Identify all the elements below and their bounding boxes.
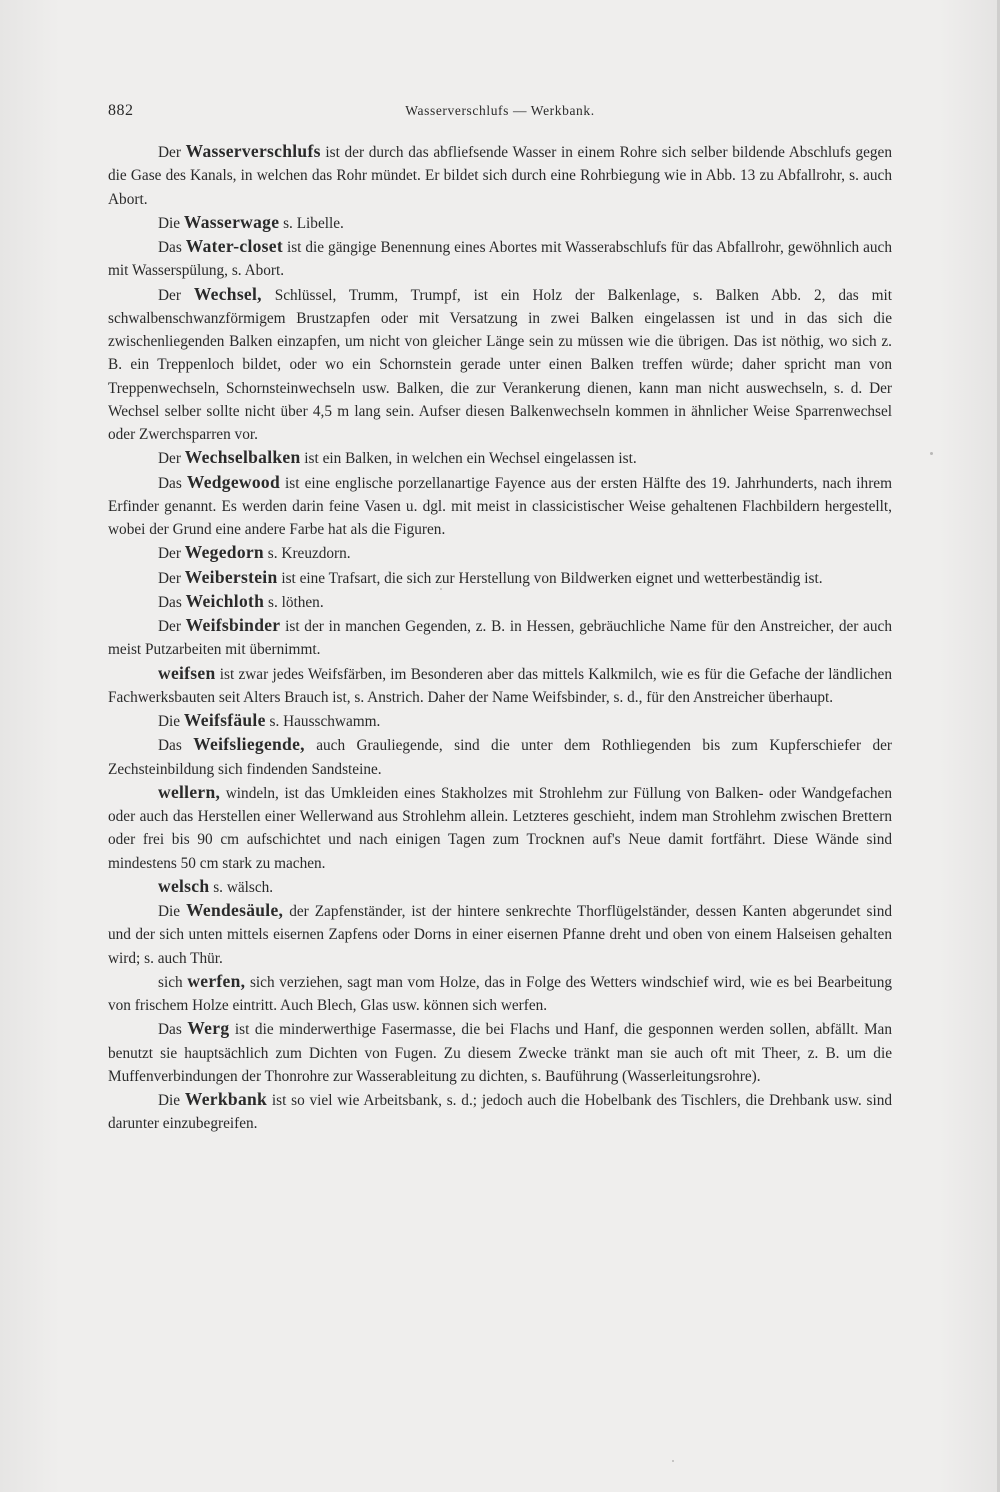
entry-definition: ist eine Trafsart, die sich zur Herstellung von Bildwerken eignet und wetterbeständig ist. (277, 569, 823, 587)
entry-headword: Wechsel, (193, 283, 262, 304)
dictionary-entry (108, 614, 892, 662)
entry-article: Der (158, 545, 185, 563)
page-number: 882 (108, 102, 134, 119)
dictionary-entry (108, 781, 892, 875)
entry-definition: sich verziehen, sagt man vom Holze, das in Folge des Wetters windschief wird, wie es bei Bearbeitung von frischem Holze eintritt. Auch Blech, Glas usw. können sich werfen. (108, 973, 892, 1014)
entry-headword: Weifsbinder (185, 615, 281, 635)
entry-definition: s. Libelle. (279, 214, 344, 232)
entry-article: Der (158, 286, 194, 304)
entry-headword: Wedgewood (186, 471, 280, 492)
entry-headword: wellern, (158, 781, 221, 802)
entry-definition: auch Grauliegende, sind die unter dem Rothliegenden bis zum Kupferschiefer der Zechsteinbildung sich findenden Sandsteine. (108, 737, 892, 778)
entry-headword: Wasserwage (183, 211, 280, 232)
entry-headword: Weiberstein (184, 566, 278, 587)
scan-speck (672, 1460, 674, 1462)
entry-headword: Wechselbalken (184, 447, 301, 468)
entry-headword: welsch (158, 875, 210, 896)
entry-definition: s. Hausschwamm. (265, 713, 381, 730)
entry-definition: ist die minderwerthige Fasermasse, die bei Flachs und Hanf, die gesponnen werden sollen, abfällt. Man benutzt sie hauptsächlich zum Dichten von Fugen. Zu diesem Zwecke tränkt man sie auch oft mit Theer, z. B. um die Muffenverbindungen der Thonrohre zur Wasserableitung zu dichten, s. Bauführung (Wasserleitungsrohre). (108, 1021, 892, 1085)
dictionary-entry (108, 899, 892, 970)
dictionary-entry (108, 1017, 892, 1088)
entry-article: sich (158, 973, 188, 991)
dictionary-entry (108, 970, 892, 1018)
entry-article: Das (158, 1021, 188, 1039)
entry-headword: Werkbank (184, 1089, 268, 1109)
entry-definition: ist der in manchen Gegenden, z. B. in Hessen, gebräuchliche Name für den Anstreicher, der auch meist Putzarbeiten mit übernimmt. (108, 618, 892, 659)
dictionary-entry (108, 235, 892, 283)
dictionary-entry (108, 566, 892, 590)
dictionary-entry (108, 662, 892, 710)
dictionary-entry (108, 1088, 892, 1136)
entry-headword: weifsen (158, 662, 216, 683)
entry-definition: ist der durch das abfliefsende Wasser in einem Rohre sich selber bildende Abschlufs gegen die Gase des Kanals, in welchen das Rohr mündet. Er bildet sich durch eine Rohrbiegung wie in Abb. 13 zu Abfallrohr, s. auch Abort. (108, 144, 892, 208)
entry-definition: s. wälsch. (209, 878, 274, 896)
entry-definition: der Zapfenständer, ist der hintere senkrechte Thorflügelständer, dessen Kanten abgerundet sind und der sich unten mittels eisernen Zapfens oder Dorns in einer eisernen Pfanne dreht und oben von einem Halseisen gehalten wird; s. auch Thür. (108, 903, 892, 967)
dictionary-entry (108, 709, 892, 733)
dictionary-entry (108, 283, 892, 447)
running-head: Wasserverschlufs — Werkbank. (405, 103, 595, 118)
dictionary-entry (108, 875, 892, 899)
dictionary-entry (108, 211, 892, 235)
dictionary-entry (108, 446, 892, 470)
scan-speck (930, 452, 933, 455)
entry-article: Die (158, 1092, 185, 1109)
dictionary-entry (108, 590, 892, 614)
entry-definition: ist die gängige Benennung eines Abortes mit Wasserabschlufs für das Abfallrohr, gewöhnlich auch mit Wasserspülung, s. Abort. (108, 239, 892, 280)
entry-article: Die (158, 214, 184, 232)
entry-headword: Water-closet (185, 236, 283, 256)
entry-article: Der (158, 569, 185, 587)
scan-speck (440, 588, 442, 590)
entry-headword: Weichloth (185, 590, 265, 611)
entry-definition: s. Kreuzdorn. (263, 545, 351, 563)
entry-headword: werfen, (187, 970, 246, 991)
entry-article: Der (158, 450, 185, 468)
page-header (108, 102, 892, 124)
entry-definition: s. löthen. (264, 593, 324, 611)
entry-definition: ist ein Balken, in welchen ein Wechsel eingelassen ist. (300, 450, 637, 468)
entry-headword: Weifsliegende, (193, 734, 305, 755)
entry-article: Der (158, 618, 186, 635)
dictionary-entry (108, 140, 892, 211)
entry-headword: Wegedorn (184, 542, 264, 563)
entry-article: Das (158, 593, 186, 611)
entry-headword: Werg (187, 1018, 230, 1039)
entry-definition: ist so viel wie Arbeitsbank, s. d.; jedoch auch die Hobelbank des Tischlers, die Drehbank usw. sind darunter einzubegreifen. (108, 1092, 892, 1133)
entry-definition: ist eine englische porzellanartige Fayence aus der ersten Hälfte des 19. Jahrhunderts, nach ihrem Erfinder genannt. Es werden darin feine Vasen u. dgl. mit meist in classicistischer Weise gehaltenen Flachbildern hergestellt, wobei der Grund eine andere Farbe hat als die Figuren. (108, 474, 892, 538)
entry-definition: ist zwar jedes Weifsfärben, im Besonderen aber das mittels Kalkmilch, wie es für die Gefache der ländlichen Fachwerksbauten seit Alters Brauch ist, s. Anstrich. Daher der Name Weifsbinder, s. d., für den Anstreicher überhaupt. (108, 665, 892, 706)
entry-article: Die (158, 713, 184, 730)
dictionary-entry (108, 733, 892, 781)
entry-article: Das (158, 737, 194, 755)
entry-article: Der (158, 144, 186, 161)
entry-definition: windeln, ist das Umkleiden eines Stakholzes mit Strohlehm zur Füllung von Balken- oder Wandgefachen oder auch das Herstellen einer Wellerwand aus Strohlehm allein. Letzteres geschieht, indem man Strohlehm zwischen Brettern oder frei bis 90 cm aufschichtet und nach einigen Tagen zum Trocknen auf's Neue damit fortfährt. Diese Wände sind mindestens 50 cm stark zu machen. (108, 784, 892, 872)
dictionary-entry (108, 471, 892, 542)
entry-headword: Weifsfäule (183, 710, 266, 730)
entry-headword: Wasserverschlufs (185, 141, 321, 161)
entry-definition: Schlüssel, Trumm, Trumpf, ist ein Holz der Balkenlage, s. Balken Abb. 2, das mit schwalbenschwanzförmigem Brustzapfen oder mit Versatzung in zwei Balken eingelassen ist und in das sich die zwischenliegenden Balken einzapfen, um nicht von gleicher Länge sein zu müssen wie die übrigen. Das ist nöthig, wo sich z. B. ein Treppenloch bildet, oder wo ein Schornstein gerade unter einen Balken treffen würde; daher spricht man von Treppenwechseln, Schornsteinwechseln usw. Balken, die zur Verankerung dienen, kann man nicht auswechseln, s. d. Der Wechsel selber sollte nicht über 4,5 m lang sein. Aufser diesen Balkenwechseln kommen in ähnlicher Weise Sparrenwechsel oder Zwerchsparren vor. (108, 286, 892, 443)
entry-headword: Wendesäule, (186, 900, 284, 920)
dictionary-entries (108, 140, 892, 1136)
entry-article: Das (158, 474, 187, 492)
dictionary-entry (108, 541, 892, 565)
entry-article: Das (158, 239, 186, 256)
entry-article: Die (158, 903, 187, 920)
